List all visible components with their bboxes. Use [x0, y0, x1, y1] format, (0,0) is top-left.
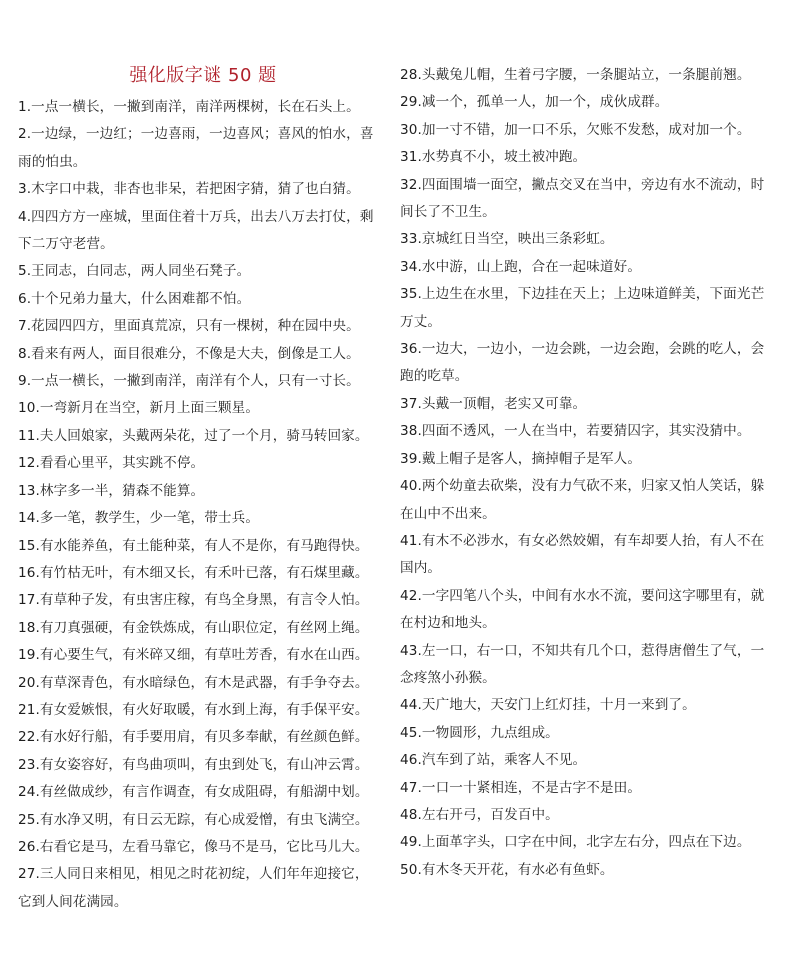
riddle-item: 23.有女姿容好，有鸟曲项叫，有虫到处飞，有山冲云霄。	[18, 756, 369, 773]
riddle-item: 18.有刀真强硬，有金铁炼成，有山职位定，有丝网上绳。	[18, 619, 369, 636]
riddle-item: 31.水势真不小，坡土被冲跑。	[400, 149, 587, 166]
riddle-item: 20.有草深青色，有水暗绿色，有木是武器，有手争夺去。	[18, 674, 369, 691]
right-riddle-list	[400, 62, 765, 884]
riddle-item: 43.左一口，右一口，不知共有几个口，惹得唐僧生了气，一念疼煞小孙猴。	[400, 642, 765, 686]
riddle-item: 45.一物圆形，九点组成。	[400, 724, 559, 741]
riddle-item: 8.看来有两人，面目很难分，不像是大夫，倒像是工人。	[18, 345, 360, 362]
riddle-item: 22.有水好行船，有手要用肩，有贝多奉献，有丝颜色鲜。	[18, 729, 369, 746]
riddle-item: 5.王同志，白同志，两人同坐石凳子。	[18, 263, 251, 280]
riddle-item: 11.夫人回娘家，头戴两朵花，过了一个月，骑马转回家。	[18, 427, 369, 444]
riddle-item: 29.减一个，孤单一人，加一个，成伙成群。	[400, 94, 669, 111]
left-riddle-list	[18, 94, 380, 916]
riddle-item: 15.有水能养鱼，有土能种菜，有人不是你，有马跑得快。	[18, 537, 369, 554]
riddle-item: 35.上边生在水里，下边挂在天上；上边味道鲜美，下面光芒万丈。	[400, 286, 765, 330]
riddle-item: 21.有女爱嫉恨，有火好取暖，有水到上海，有手保平安。	[18, 701, 369, 718]
riddle-item: 1.一点一横长，一撇到南洋，南洋两棵树，长在石头上。	[18, 99, 360, 115]
riddle-item: 10.一弯新月在当空，新月上面三颗星。	[18, 400, 260, 417]
page-title: 强化版字谜 50 题	[129, 65, 277, 86]
riddle-item: 25.有水净又明，有日云无踪，有心成爱憎，有虫飞满空。	[18, 811, 369, 828]
riddle-item: 40.两个幼童去砍柴，没有力气砍不来，归家又怕人笑话，躲在山中不出来。	[400, 478, 765, 522]
riddle-item: 7.花园四四方，里面真荒凉，只有一棵树，种在园中央。	[18, 318, 360, 335]
riddle-item: 33.京城红日当空，映出三条彩虹。	[400, 231, 614, 248]
riddle-item: 24.有丝做成纱，有言作调查，有女成阻碍，有船湖中划。	[18, 784, 369, 801]
riddle-item: 30.加一寸不错，加一口不乐，欠账不发愁，成对加一个。	[400, 121, 751, 138]
riddle-item: 36.一边大，一边小，一边会跳，一边会跑，会跳的吃人，会跑的吃草。	[400, 341, 765, 385]
riddle-item: 42.一字四笔八个头，中间有水水不流，要问这字哪里有，就在村边和地头。	[400, 587, 765, 632]
riddle-item: 19.有心要生气，有米碎又细，有草吐芳香，有水在山西。	[18, 647, 369, 664]
riddle-item: 3.木字口中栽，非杏也非呆，若把困字猜，猜了也白猜。	[18, 181, 360, 198]
riddle-item: 12.看看心里平，其实跳不停。	[18, 455, 205, 472]
riddle-item: 44.天广地大，天安门上红灯挂，十月一来到了。	[400, 697, 696, 714]
riddle-item: 50.有木冬天开花，有水必有鱼虾。	[400, 861, 614, 878]
riddle-item: 49.上面革字头，口字在中间，北字左右分，四点在下边。	[400, 834, 751, 851]
riddle-item: 37.头戴一顶帽，老实又可靠。	[400, 395, 587, 412]
riddle-item: 32.四面围墙一面空，撇点交叉在当中，旁边有水不流动，时间长了不卫生。	[400, 176, 765, 221]
riddle-item: 38.四面不透风，一人在当中，若要猜囚字，其实没猜中。	[400, 423, 751, 440]
riddle-item: 6.十个兄弟力量大，什么困难都不怕。	[18, 290, 251, 307]
riddle-item: 2.一边绿，一边红；一边喜雨，一边喜风；喜风的怕水，喜雨的怕虫。	[18, 126, 374, 170]
riddle-item: 17.有草种子发，有虫害庄稼，有鸟全身黑，有言令人怕。	[18, 592, 369, 609]
riddle-item: 41.有木不必涉水，有女必然姣媚，有车却要人抬，有人不在国内。	[400, 532, 765, 577]
riddle-item: 9.一点一横长，一撇到南洋，南洋有个人，只有一寸长。	[18, 373, 360, 390]
riddle-item: 27.三人同日来相见，相见之时花初绽，人们年年迎接它，它到人间花满园。	[18, 866, 369, 910]
riddle-item: 16.有竹枯无叶，有木细又长，有禾叶已落，有石煤里藏。	[18, 564, 369, 581]
riddle-item: 34.水中游，山上跑，合在一起味道好。	[400, 258, 642, 275]
riddle-item: 26.右看它是马，左看马靠它，像马不是马，它比马儿大。	[18, 838, 369, 855]
riddle-item: 4.四四方方一座城，里面住着十万兵，出去八万去打仗，剩下二万守老营。	[18, 208, 374, 253]
riddle-item: 48.左右开弓，百发百中。	[400, 806, 559, 823]
riddle-item: 14.多一笔，教学生，少一笔，带士兵。	[18, 510, 260, 527]
right-column	[400, 62, 765, 884]
riddle-item: 13.林字多一半，猜森不能算。	[18, 482, 205, 499]
riddle-item: 28.头戴兔儿帽，生着弓字腰，一条腿站立，一条腿前翘。	[400, 67, 751, 83]
riddle-item: 46.汽车到了站，乘客人不见。	[400, 752, 587, 769]
riddle-item: 39.戴上帽子是客人，摘掉帽子是军人。	[400, 450, 642, 467]
riddle-item: 47.一口一十紧相连，不是古字不是田。	[400, 779, 642, 796]
